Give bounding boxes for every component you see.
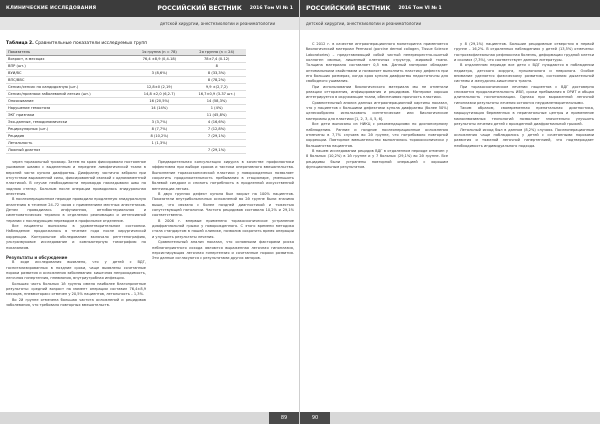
table-row: [6, 56, 246, 63]
table-row: [6, 98, 246, 105]
table-cell: 14,8 ±2,0 (6,2-7): [131, 91, 187, 98]
table-cell: 8 (10,2%): [131, 133, 187, 140]
table-caption: [6, 41, 246, 46]
body-paragraph: В нашем исследовании рецидив ВДГ в отдаленном периоде отмечен у 8 больных (10,2%) в 1й группе и у 7 больных (29,1%) во 2й группе. Все рецидивы были устранены повторной операцией с хорошим функциональным результатом.: [306, 148, 448, 169]
body-paragraph: Все дети выписаны из НИКЦ с рекомендациями по диспансерному наблюдению. Ранние и поздние послеоперационные осложнения отмечены в 7,7% случаев во 2й группе, что потребовало повторной коррекции. Повторное вмешательство выполнялось торакоскопически у большинства пациентов.: [306, 122, 448, 148]
comparison-table-block: [6, 41, 246, 156]
header-volume: 2016 Том VI № 1: [398, 6, 442, 11]
table-cell: [131, 147, 187, 154]
body-paragraph: Все пациенты выписаны в удовлетворительном состоянии. Наблюдение продолжалось в течение года после хирургической коррекции. Контрольное обследование включало рентгенографию, ультразвуковое исследование и компьютерную томографию по показаниям.: [6, 224, 146, 250]
table-cell: 7 (12,8%): [187, 126, 246, 133]
table-cell: Эхо-данные, гемодинамически: [6, 119, 131, 126]
body-paragraph: у 8 (29,1%) пациентов. Большие рецидивные отверстия в первой группе – 16,2%. В отдаленных наблюдениях у детей (13,5%) отмечены: гастроэзофагеальная рефлюксная болезнь, деформации грудной клетки и сколиоз (7,3%), что соответствует данным литературы.: [454, 42, 594, 63]
table-cell: Опоясывание: [6, 98, 131, 105]
body-paragraph: В ходе исследования выявлено, что у детей с ВДГ, госпитализированных в поздние сроки, чаще выявлены сочетанные пороки развития и осложнения заболевания: кишечная непроходимость, легочная гипертензия, пневмония, внутриутробная инфекция.: [6, 260, 146, 281]
header-subtitle: детской хирургии, анестезиологии и реаниматологии: [160, 21, 276, 26]
body-paragraph: Предварительная консультация хирурга в качестве профилактики эффективна при выборе сроков и тактики оперативного вмешательства. Выполнение торакоскопической пластики у новорожденных позволяет сократить продолжительность пребывания в стационаре, уменьшить болевой синдром и снизить потребность в продленной искусственной вентиляции легких.: [152, 160, 294, 191]
body-paragraph: В послеоперационном периоде проводили продленную эпидуральную аналгезию в течение 24–72 часов с применением местных анестетиков. Детям проводилась инфузионная, антибактериальная и симптоматическая терапия в отделении реанимации и интенсивной терапии с последующим переводом в профильное отделение.: [6, 197, 146, 223]
table-cell: 78±7,4 (0-12): [187, 56, 246, 63]
table-cell: 7 (29,1%): [187, 147, 246, 154]
body-paragraph: В двух группах дефект купола был закрыт на 100% пациентов. Показатели внутрибольничных осложнений во 2й группе были значимо выше, что связано с более поздней диагностикой и тяжестью сопутствующей патологии. Частота рецидивов составила 10,2% и 29,1% соответственно.: [152, 192, 294, 218]
right-page-footer: [300, 412, 600, 424]
body-paragraph: Большая часть больных 1й группы имела наиболее благоприятные результаты: средний возраст на момент операции составил 76,4±8,9 месяцев, пневмоторакс отмечен у 20,5% пациентов, летальность – 1,3%.: [6, 281, 146, 297]
table-cell: 76,4 ±8,9 (0,4-18): [131, 56, 187, 63]
table-cell: ВПР (шт.): [6, 63, 131, 70]
table-row: [6, 126, 246, 133]
body-paragraph: В отдаленном периоде все дети с ВДГ нуждаются в наблюдении педиатра, детского хирурга, пульмонолога и невролога. Особое внимание уделяется физическому развитию, состоянию дыхательной системы и желудочно-кишечного тракта.: [454, 63, 594, 84]
body-paragraph: При использовании биологического материала мы не отметили реакции отторжения, инфицирования и рецидивов. Материал хорошо интегрируется в окружающие ткани, обеспечивая прочность пластики.: [306, 84, 448, 100]
table-cell: 4 (16,6%): [187, 119, 246, 126]
comparison-table: [6, 49, 246, 154]
table-cell: ЭКГ признаки: [6, 112, 131, 119]
body-paragraph: Во 2й группе отмечена большая частота осложнений и рецидивов заболевания, что требовало повторных вмешательств.: [6, 297, 146, 307]
header-section-title: КЛИНИЧЕСКИЕ ИССЛЕДОВАНИЯ: [6, 6, 97, 11]
body-paragraph: Летальный исход был в данном (8,2%) случаях. Послеоперационные осложнения чаще наблюдались у детей с сочетанными пороками развития и тяжелой легочной гипертензией, что подтверждает необходимость индивидуального подхода.: [454, 127, 594, 148]
table-caption-text: Сравнительные показатели исследуемых групп: [35, 41, 148, 46]
table-cell: Сепсис/признаки заболеваний легких (шт.): [6, 91, 131, 98]
section-heading: Результаты и обсуждение: [6, 254, 68, 260]
table-cell: [187, 140, 246, 147]
table-cell: 3 (8,6%): [131, 70, 187, 77]
table-cell: ВУИ/ВС: [6, 70, 131, 77]
table-cell: [131, 112, 187, 119]
table-header-cell: Показатель: [6, 49, 131, 56]
table-cell: 8 (78,2%): [187, 77, 246, 84]
left-page-header: [0, 0, 299, 30]
body-paragraph: С 2012 г. в качестве интраоперационного мониторинга применяется биологический материал Permacol (porcine dermal collagen, Tissue Science Laboratories) – представляющий собой чистый неперекрестно-сшитый коллаген свиньи, лишенный клеточных структур, жировой ткани. Толщина материала составляет 0,5 мм. Данный материал обладает оптимальными свойствами и позволяет выполнить пластику дефекта при его больших размерах, когда края купола диафрагмы недостаточны для свободного ушивания.: [306, 42, 448, 84]
table-cell: [131, 77, 187, 84]
table-cell: 8: [187, 63, 246, 70]
table-header-cell: 1я группа (n = 78): [131, 49, 187, 56]
body-paragraph: через торакальный троакар. Затем по краю фиксировали постоянное ушивание швами с выделенным и переднее лимфатической ткани в верхней части купола диафрагмы. Диафрагму частично забрали при отсутствии выраженной силы, фиксированной связкой с одномоментной пластикой. В случае необходимости перикарда накладывали швы на заднюю стенку. Больным после операции проводилась эпидуральная анестезия.: [6, 160, 146, 197]
table-row: [6, 84, 246, 91]
table-cell: 7 (29,1%): [187, 133, 246, 140]
table-cell: 16 (20,5%): [131, 98, 187, 105]
body-paragraph: Сравнительный анализ показал, что основными факторами риска неблагоприятного исхода являются выраженная легочная гипоплазия, персистирующая легочная гипертензия и сочетанные пороки развития. Эти данные согласуются с результатами других авторов.: [152, 240, 294, 261]
table-row: [6, 105, 246, 112]
table-cell: 8 (33,3%): [187, 70, 246, 77]
table-row: [6, 91, 246, 98]
table-cell: 11 (45,8%): [187, 112, 246, 119]
table-cell: 16,7±0,9 (3-37 шт.): [187, 91, 246, 98]
table-row: [6, 77, 246, 84]
table-row: [6, 63, 246, 70]
table-cell: Летальность: [6, 140, 131, 147]
page-number: 89: [269, 412, 299, 424]
header-journal-title: РОССИЙСКИЙ ВЕСТНИК: [157, 5, 242, 12]
table-cell: 8 (7,7%): [131, 126, 187, 133]
body-paragraph: Таким образом, своевременная пренатальная диагностика, маршрутизация беременных в перинатальные центры и применение малоинвазивных технологий позволяют значительно улучшить результаты лечения детей с врожденной диафрагмальной грыжей.: [454, 106, 594, 127]
left-page-footer: [0, 412, 299, 424]
table-cell: Ложный диагноз: [6, 147, 131, 154]
left-page-column-1: [6, 160, 146, 308]
table-row: [6, 119, 246, 126]
table-cell: 3 (3,7%): [131, 119, 187, 126]
table-cell: Сепсис/сепсис на кандидозную (шт.): [6, 84, 131, 91]
header-volume: 2016 Том VI № 1: [249, 6, 293, 11]
table-cell: Рециркулярных (шт.): [6, 126, 131, 133]
table-row: [6, 70, 246, 77]
table-cell: Рецидив: [6, 133, 131, 140]
table-row: [6, 112, 246, 119]
table-cell: 14 (58,3%): [187, 98, 246, 105]
table-row: [6, 140, 246, 147]
right-page-column-1: [306, 42, 448, 170]
table-cell: 1 (4%): [187, 105, 246, 112]
body-paragraph: При торакоскопическом лечении пациентов с ВДГ достоверно снижается продолжительность ИВЛ, сроки пребывания в ОРИТ и общая длительность госпитализации. Однако при выраженной легочной гипоплазии результаты лечения остаются неудовлетворительными.: [454, 84, 594, 105]
table-cell: [131, 63, 187, 70]
page-number: 90: [300, 412, 330, 424]
table-cell: Возраст, в месяцах: [6, 56, 131, 63]
table-row: [6, 133, 246, 140]
left-page-column-2: [152, 160, 294, 262]
table-cell: ВПС/ВВС: [6, 77, 131, 84]
header-journal-title: РОССИЙСКИЙ ВЕСТНИК: [306, 5, 391, 12]
table-row: [6, 147, 246, 154]
table-cell: Нарушение гемостаза: [6, 105, 131, 112]
table-cell: 9,9 ±(2,7,2): [187, 84, 246, 91]
table-label: Таблица 2.: [6, 41, 34, 46]
header-subtitle: детской хирургии, анестезиологии и реаниматологии: [306, 21, 422, 26]
body-paragraph: В 2006 г. впервые применено торакоскопическое устранение диафрагмальной грыжи у новорожденного. С этого времени методика стала стандартом в нашей клинике, позволив сократить время операции и улучшить результаты лечения.: [152, 218, 294, 239]
right-page: [300, 0, 600, 424]
table-cell: 12,8±0 (2,19): [131, 84, 187, 91]
body-paragraph: Сравнительный анализ данных интраоперационной картины показал, что у пациентов с большими дефектами купола диафрагмы (более 50%) целесообразно использовать синтетические или биологические материалы для пластики [1, 2, 3, 4, 5, 6].: [306, 100, 448, 121]
table-cell: 14 (14%): [131, 105, 187, 112]
table-cell: 1 (1,3%): [131, 140, 187, 147]
right-page-header: [300, 0, 600, 30]
right-page-column-2: [454, 42, 594, 149]
table-header-cell: 2я группа (n = 24): [187, 49, 246, 56]
